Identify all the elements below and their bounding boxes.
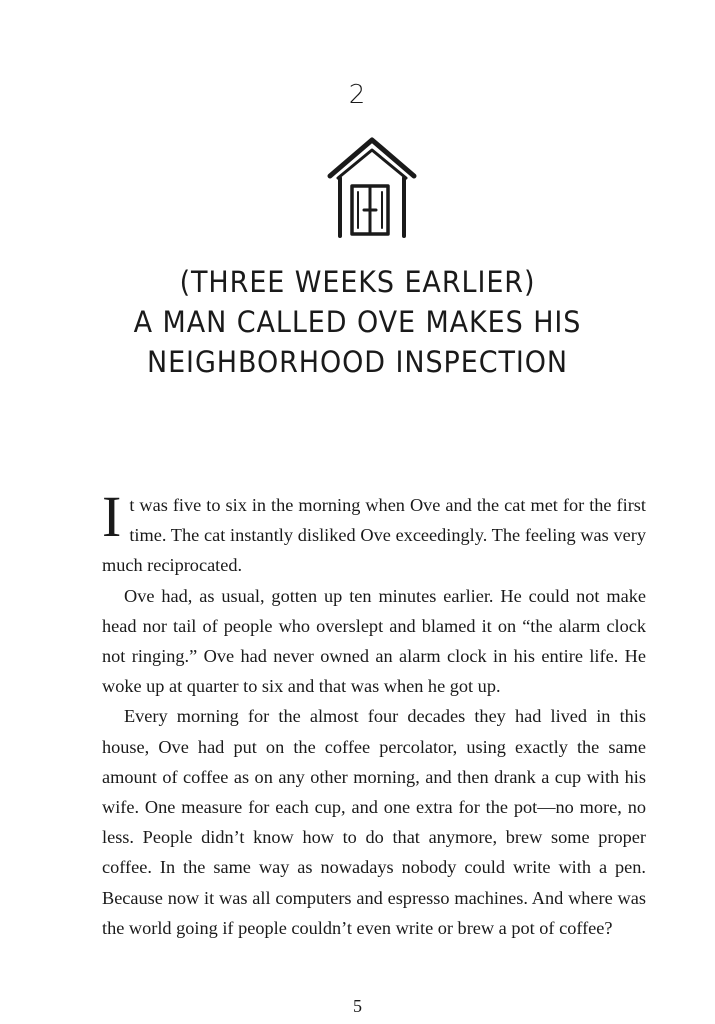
chapter-title-line: NEIGHBORHOOD INSPECTION — [146, 345, 569, 379]
body-text — [102, 484, 646, 943]
chapter-title-line: A MAN CALLED OVE MAKES HIS — [133, 305, 582, 339]
chapter-title — [25, 262, 690, 382]
paragraph: Every morning for the almost four decades they had lived in this house, Ove had put on the coffee percolator, using exactly the same amount of coffee as on any other morning, and then drank a cup with his wife. One measure for each cup, and one extra for the pot—no more, no less. People didn’t know how to do that anymore, brew some proper coffee. In the same way as nowadays nobody could write with a pen. Because now it was all computers and espresso machines. And where was the world going if people couldn’t even write or brew a pot of coffee? — [102, 706, 646, 938]
paragraph: Ove had, as usual, gotten up ten minutes earlier. He could not make head nor tail of people who overslept and blamed it on “the alarm clock not ringing.” Ove had never owned an alarm clock in his entire life. He woke up at quarter to six and that was when he got up. — [102, 585, 646, 697]
house-icon — [326, 136, 418, 242]
page-number: 5 — [353, 996, 362, 1016]
paragraph-text: t was five to six in the morning when Ove and the cat met for the first time. The cat instantly disliked Ove exceedingly. The feeling was very much reciprocated. — [102, 495, 646, 576]
chapter-number: 2 — [348, 80, 367, 110]
drop-cap: I — [102, 484, 122, 549]
chapter-title-line: (THREE WEEKS EARLIER) — [179, 265, 536, 299]
paragraph — [102, 484, 646, 581]
